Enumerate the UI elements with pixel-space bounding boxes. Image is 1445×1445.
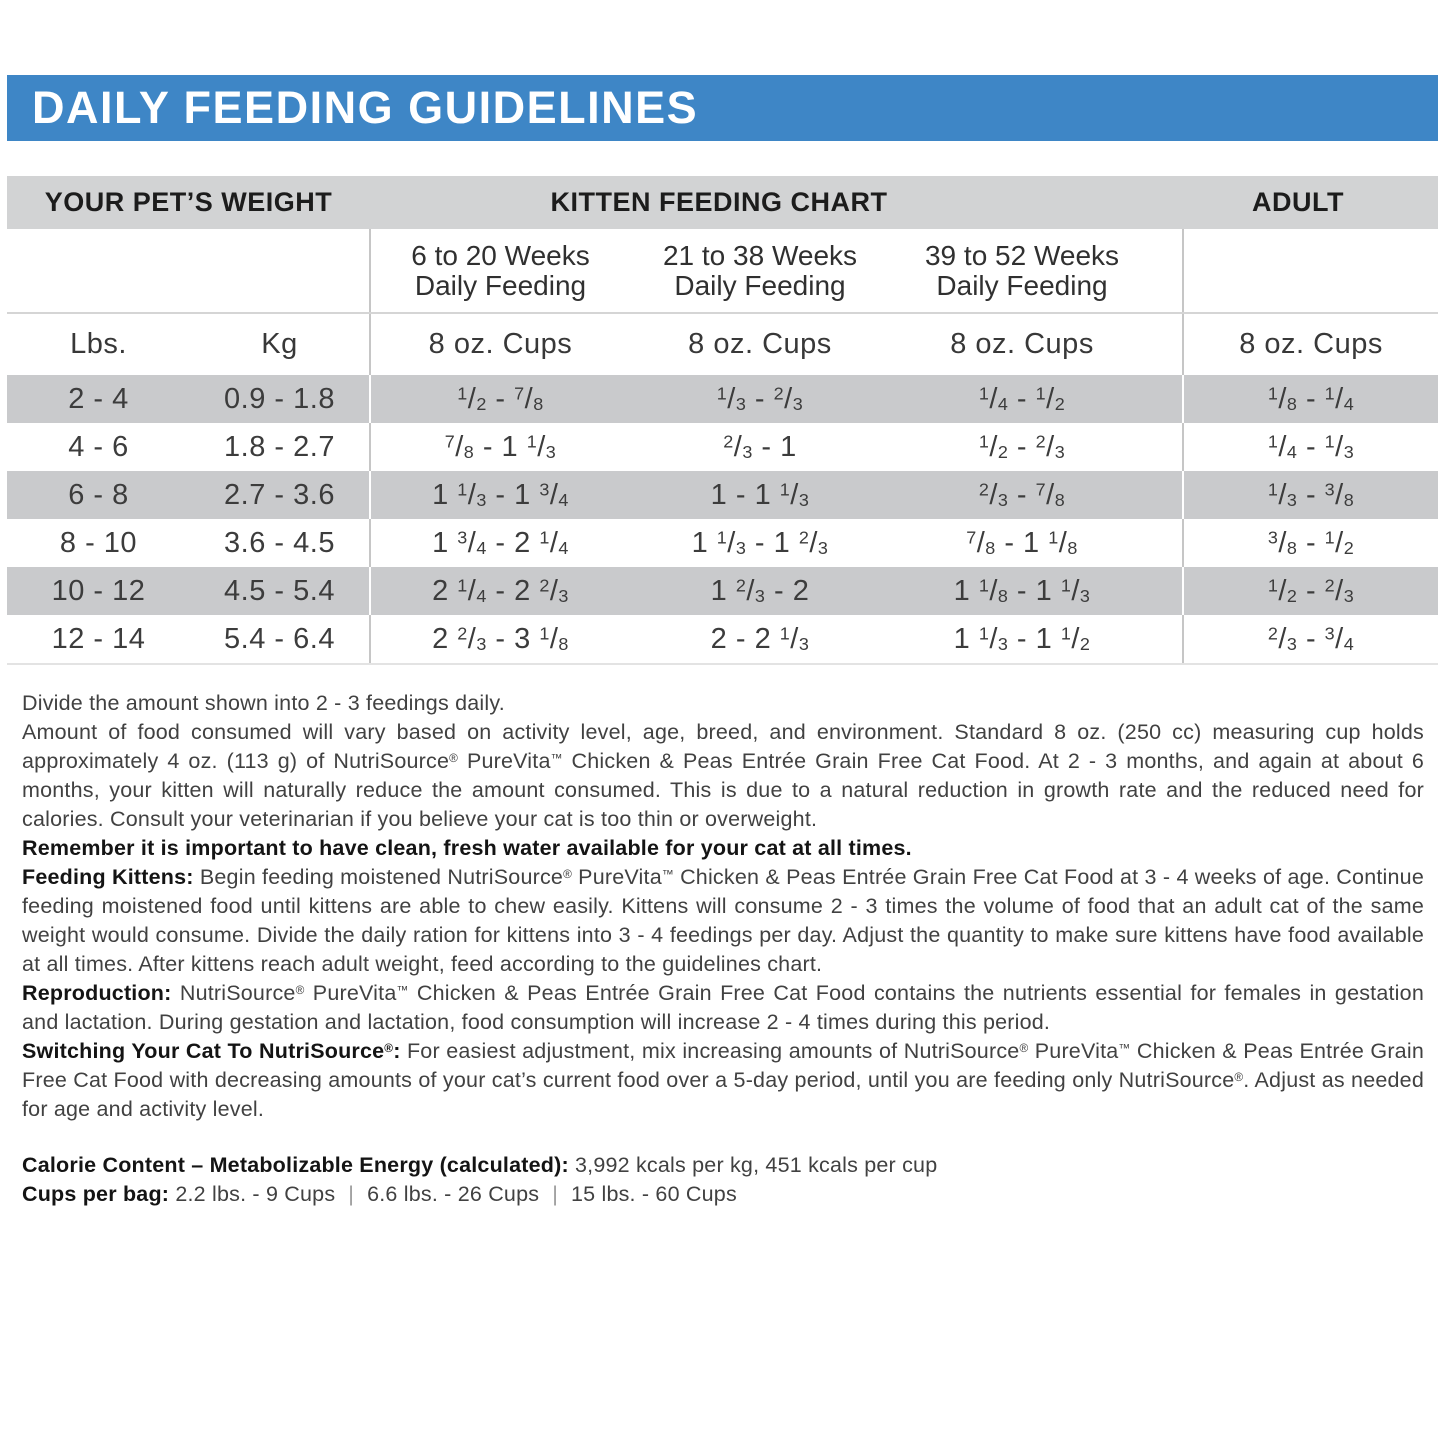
cell-lbs: 2 - 4 [7, 375, 190, 423]
cell-w3: $^2/_3 - ^7/_8$ [890, 471, 1183, 519]
cell-lbs: 4 - 6 [7, 423, 190, 471]
feeding-table [7, 176, 1438, 665]
cell-adult: $^1/_4 - ^1/_3$ [1183, 423, 1438, 471]
cell-w2: 1 $^2/_3 - 2$ [630, 567, 890, 615]
cups-per-bag-label: Cups per bag: [22, 1182, 170, 1206]
week-range: 39 to 52 Weeks [924, 239, 1120, 271]
group-header-adult: ADULT [1183, 176, 1438, 229]
cell-w3: $^1/_4 - ^1/_2$ [890, 375, 1183, 423]
separator-bar: | [348, 1182, 355, 1206]
table-row [7, 519, 1438, 567]
cell-w1: 1 $^1/_3 - 1$ $^3/_4$ [370, 471, 630, 519]
cell-w2: 1 $^1/_3 - 1$ $^2/_3$ [630, 519, 890, 567]
cell-w1: 2 $^1/_4 - 2$ $^2/_3$ [370, 567, 630, 615]
cell-w2: 1 - 1 $^1/_3$ [630, 471, 890, 519]
week-sublabel: Daily Feeding [414, 269, 587, 301]
note-water-reminder: Remember it is important to have clean, fresh water available for your cat at all times. [22, 836, 912, 860]
feeding-table-body [7, 375, 1438, 664]
cell-adult: $^1/_3 - ^3/_8$ [1183, 471, 1438, 519]
cups-per-bag-line [22, 1180, 1424, 1209]
cell-w3: 1 $^1/_8 - 1$ $^1/_3$ [890, 567, 1183, 615]
cell-kg: 4.5 - 5.4 [190, 567, 370, 615]
section-switching [22, 1037, 1424, 1124]
cell-lbs: 6 - 8 [7, 471, 190, 519]
cell-w1: $^7/_8 - 1$ $^1/_3$ [370, 423, 630, 471]
week-header-39-52 [890, 229, 1183, 313]
cell-lbs: 12 - 14 [7, 615, 190, 664]
week-header-adult-empty [1183, 229, 1438, 313]
unit-kg: Kg [190, 313, 370, 375]
cell-w3: 1 $^1/_3 - 1$ $^1/_2$ [890, 615, 1183, 664]
unit-cups-2: 8 oz. Cups [630, 313, 890, 375]
page-title-banner [7, 75, 1438, 141]
cell-kg: 0.9 - 1.8 [190, 375, 370, 423]
notes-block [22, 689, 1424, 1209]
table-row [7, 615, 1438, 664]
cell-w1: 2 $^2/_3 - 3$ $^1/_8$ [370, 615, 630, 664]
unit-cups-1: 8 oz. Cups [370, 313, 630, 375]
cell-kg: 5.4 - 6.4 [190, 615, 370, 664]
week-header-6-20 [370, 229, 630, 313]
cell-w1: 1 $^3/_4 - 2$ $^1/_4$ [370, 519, 630, 567]
table-units-row [7, 313, 1438, 375]
group-header-weight: YOUR PET’S WEIGHT [7, 176, 370, 229]
cell-w2: $^1/_3 - ^2/_3$ [630, 375, 890, 423]
calorie-content-label: Calorie Content – Metabolizable Energy (calculated): [22, 1153, 569, 1177]
week-range: 21 to 38 Weeks [662, 239, 858, 271]
cell-w1: $^1/_2 - ^7/_8$ [370, 375, 630, 423]
cell-w3: $^1/_2 - ^2/_3$ [890, 423, 1183, 471]
cell-lbs: 8 - 10 [7, 519, 190, 567]
calorie-content-value: 3,992 kcals per kg, 451 kcals per cup [575, 1153, 938, 1177]
cups-per-bag-item: 2.2 lbs. - 9 Cups [175, 1182, 336, 1206]
table-row [7, 375, 1438, 423]
section-label: Reproduction: [22, 981, 172, 1005]
cell-lbs: 10 - 12 [7, 567, 190, 615]
note-amount: Amount of food consumed will vary based on activity level, age, breed, and environment. Standard 8 oz. (250 cc) measuring cup holds approximately 4 oz. (113 g) of NutriSource® PureVita™ Chicken & Peas Entrée Grain Free Cat Food. At 2 - 3 months, and again at about 6 months, your kitten will naturally reduce the amount consumed. This is due to a natural reduction in growth rate and the reduced need for calories. Consult your veterinarian if you believe your cat is too thin or overweight. [22, 720, 1424, 831]
group-header-kitten: KITTEN FEEDING CHART [370, 176, 1183, 229]
footer-block [22, 1151, 1424, 1209]
unit-cups-3: 8 oz. Cups [890, 313, 1183, 375]
section-text: NutriSource® PureVita™ Chicken & Peas Entrée Grain Free Cat Food contains the nutrients essential for females in gestation and lactation. During gestation and lactation, food consumption will increase 2 - 4 times during this period. [22, 981, 1424, 1034]
cups-per-bag-items [175, 1182, 737, 1206]
cell-kg: 3.6 - 4.5 [190, 519, 370, 567]
unit-cups-adult: 8 oz. Cups [1183, 313, 1438, 375]
note-divide: Divide the amount shown into 2 - 3 feedings daily. [22, 691, 505, 715]
week-header-21-38 [630, 229, 890, 313]
cell-kg: 2.7 - 3.6 [190, 471, 370, 519]
section-label: Feeding Kittens: [22, 865, 194, 889]
separator-bar: | [552, 1182, 558, 1206]
cell-w2: 2 - 2 $^1/_3$ [630, 615, 890, 664]
cell-adult: $^3/_8 - ^1/_2$ [1183, 519, 1438, 567]
table-week-header-row [7, 229, 1438, 313]
table-group-header-row [7, 176, 1438, 229]
section-text: For easiest adjustment, mix increasing amounts of NutriSource® PureVita™ Chicken & Peas Entrée Grain Free Cat Food with decreasing amounts of your cat’s current food over a 5-day period, until you are feeding only NutriSource®. Adjust as needed for age and activity level. [22, 1039, 1424, 1121]
cell-adult: $^2/_3 - ^3/_4$ [1183, 615, 1438, 664]
cups-per-bag-item: 15 lbs. - 60 Cups [570, 1182, 737, 1206]
table-row [7, 471, 1438, 519]
section-label: Switching Your Cat To NutriSource®: [22, 1039, 401, 1063]
week-header-empty [7, 229, 370, 313]
table-row [7, 423, 1438, 471]
week-range: 6 to 20 Weeks [411, 239, 590, 271]
cell-adult: $^1/_8 - ^1/_4$ [1183, 375, 1438, 423]
week-sublabel: Daily Feeding [936, 269, 1108, 301]
cups-per-bag-item: 6.6 lbs. - 26 Cups [367, 1182, 540, 1206]
unit-lbs: Lbs. [7, 313, 190, 375]
cell-kg: 1.8 - 2.7 [190, 423, 370, 471]
cell-w3: $^7/_8 - 1$ $^1/_8$ [890, 519, 1183, 567]
section-feeding-kittens [22, 863, 1424, 979]
section-text: Begin feeding moistened NutriSource® PureVita™ Chicken & Peas Entrée Grain Free Cat Food at 3 - 4 weeks of age. Continue feeding moistened food until kittens are able to chew easily. Kittens will consume 2 - 3 times the volume of food that an adult cat of the same weight would consume. Divide the daily ration for kittens into 3 - 4 feedings per day. Adjust the quantity to make sure kittens have food available at all times. After kittens reach adult weight, feed according to the guidelines chart. [22, 865, 1424, 976]
cell-adult: $^1/_2 - ^2/_3$ [1183, 567, 1438, 615]
section-reproduction [22, 979, 1424, 1037]
cell-w2: $^2/_3 - 1$ [630, 423, 890, 471]
calorie-content-line [22, 1151, 1424, 1180]
page-title: DAILY FEEDING GUIDELINES [32, 82, 699, 133]
table-row [7, 567, 1438, 615]
week-sublabel: Daily Feeding [674, 269, 846, 301]
